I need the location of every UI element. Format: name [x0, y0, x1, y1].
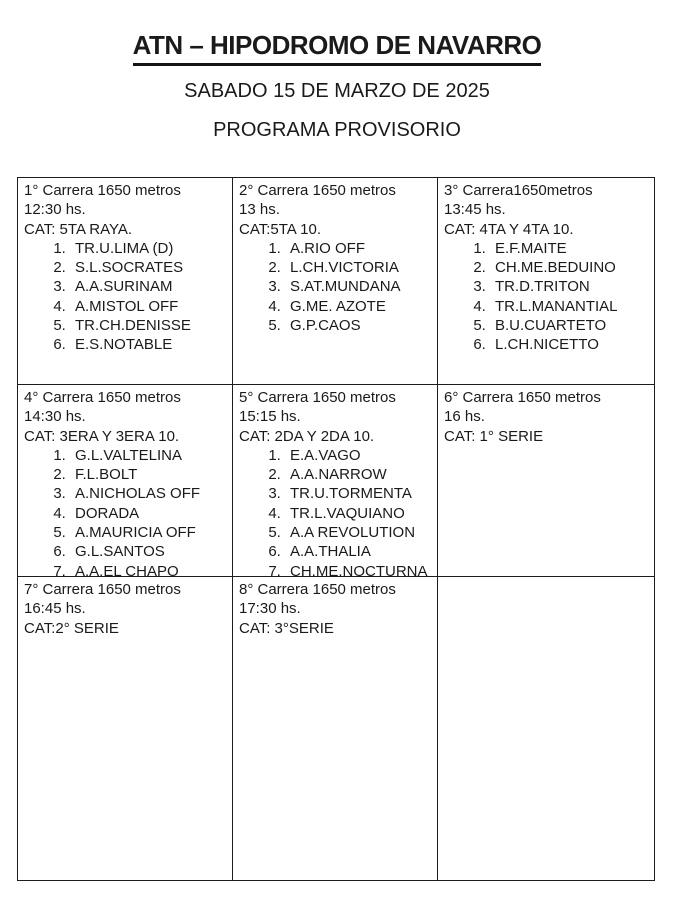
horse-entry: 3. TR.D.TRITON	[490, 277, 650, 296]
race-title: 7° Carrera 1650 metros	[24, 581, 181, 598]
horse-entry: 6. L.CH.NICETTO	[490, 335, 650, 354]
horse-entry: 1. A.RIO OFF	[285, 239, 433, 258]
horse-entry: 5. TR.CH.DENISSE	[70, 316, 228, 335]
race-category: CAT: 3ERA Y 3ERA 10.	[24, 427, 180, 445]
horse-entry: 1. E.F.MAITE	[490, 239, 650, 258]
horse-entry: 3. A.NICHOLAS OFF	[70, 484, 228, 503]
race-cell-2	[233, 178, 438, 385]
horse-entry: 1. G.L.VALTELINA	[70, 446, 228, 465]
race-category: CAT: 4TA Y 4TA 10.	[444, 220, 574, 238]
horse-entry: 1. TR.U.LIMA (D)	[70, 239, 228, 258]
horse-entry: 1. E.A.VAGO	[285, 446, 433, 465]
race-time: 13:45 hs.	[444, 201, 506, 219]
horse-list	[24, 446, 228, 577]
program-subtitle: PROGRAMA PROVISORIO	[213, 119, 461, 141]
horse-entry: 2. L.CH.VICTORIA	[285, 258, 433, 277]
race-category: CAT: 5TA RAYA.	[24, 220, 133, 238]
race-cell-1	[18, 178, 233, 385]
horse-entry: 2. F.L.BOLT	[70, 465, 228, 484]
horse-entry: 5. A.MAURICIA OFF	[70, 523, 228, 542]
race-time: 12:30 hs.	[24, 201, 86, 219]
horse-entry: 4. TR.L.MANANTIAL	[490, 297, 650, 316]
horse-entry: 2. CH.ME.BEDUINO	[490, 258, 650, 277]
horse-entry: 6. E.S.NOTABLE	[70, 335, 228, 354]
race-time: 15:15 hs.	[239, 408, 301, 426]
race-category: CAT: 1° SERIE	[444, 427, 544, 445]
horse-entry: 4. TR.L.VAQUIANO	[285, 504, 433, 523]
page-title	[0, 30, 674, 66]
horse-entry: 6. G.L.SANTOS	[70, 542, 228, 561]
race-title: 8° Carrera 1650 metros	[239, 581, 396, 598]
race-category: CAT:2° SERIE	[24, 619, 119, 637]
race-time: 13 hs.	[239, 201, 280, 219]
race-cell-3	[438, 178, 654, 385]
race-title: 3° Carrera1650metros	[444, 182, 593, 199]
horse-list	[444, 239, 650, 355]
horse-entry: 3. A.A.SURINAM	[70, 277, 228, 296]
horse-entry: 4. A.MISTOL OFF	[70, 297, 228, 316]
race-title: 1° Carrera 1650 metros	[24, 182, 181, 199]
empty-cell	[438, 577, 654, 880]
horse-list	[24, 239, 228, 355]
horse-entry: 3. TR.U.TORMENTA	[285, 484, 433, 503]
event-date: SABADO 15 DE MARZO DE 2025	[184, 80, 490, 102]
horse-entry: 3. S.AT.MUNDANA	[285, 277, 433, 296]
horse-entry: 2. S.L.SOCRATES	[70, 258, 228, 277]
horse-entry: 7. A.A.EL CHAPO	[70, 562, 228, 577]
horse-entry: 5. G.P.CAOS	[285, 316, 433, 335]
race-cell-5	[233, 385, 438, 577]
race-title: 4° Carrera 1650 metros	[24, 389, 181, 406]
race-cell-4	[18, 385, 233, 577]
race-time: 16 hs.	[444, 408, 485, 426]
race-program-table	[17, 177, 655, 881]
horse-list	[239, 239, 433, 335]
race-time: 16:45 hs.	[24, 600, 86, 618]
horse-entry: 5. A.A REVOLUTION	[285, 523, 433, 542]
race-time: 14:30 hs.	[24, 408, 86, 426]
race-title: 2° Carrera 1650 metros	[239, 182, 396, 199]
horse-entry: 6. A.A.THALIA	[285, 542, 433, 561]
horse-list	[239, 446, 433, 577]
horse-entry: 4. G.ME. AZOTE	[285, 297, 433, 316]
page-title-text: ATN – HIPODROMO DE NAVARRO	[133, 30, 542, 66]
race-cell-7	[18, 577, 233, 880]
horse-entry: 7. CH.ME.NOCTURNA	[285, 562, 433, 577]
race-cell-6	[438, 385, 654, 577]
race-category: CAT:5TA 10.	[239, 220, 321, 238]
horse-entry: 5. B.U.CUARTETO	[490, 316, 650, 335]
horse-entry: 4. DORADA	[70, 504, 228, 523]
race-cell-8	[233, 577, 438, 880]
race-title: 6° Carrera 1650 metros	[444, 389, 601, 406]
horse-entry: 2. A.A.NARROW	[285, 465, 433, 484]
race-category: CAT: 2DA Y 2DA 10.	[239, 427, 375, 445]
race-time: 17:30 hs.	[239, 600, 301, 618]
race-title: 5° Carrera 1650 metros	[239, 389, 396, 406]
race-category: CAT: 3°SERIE	[239, 619, 334, 637]
